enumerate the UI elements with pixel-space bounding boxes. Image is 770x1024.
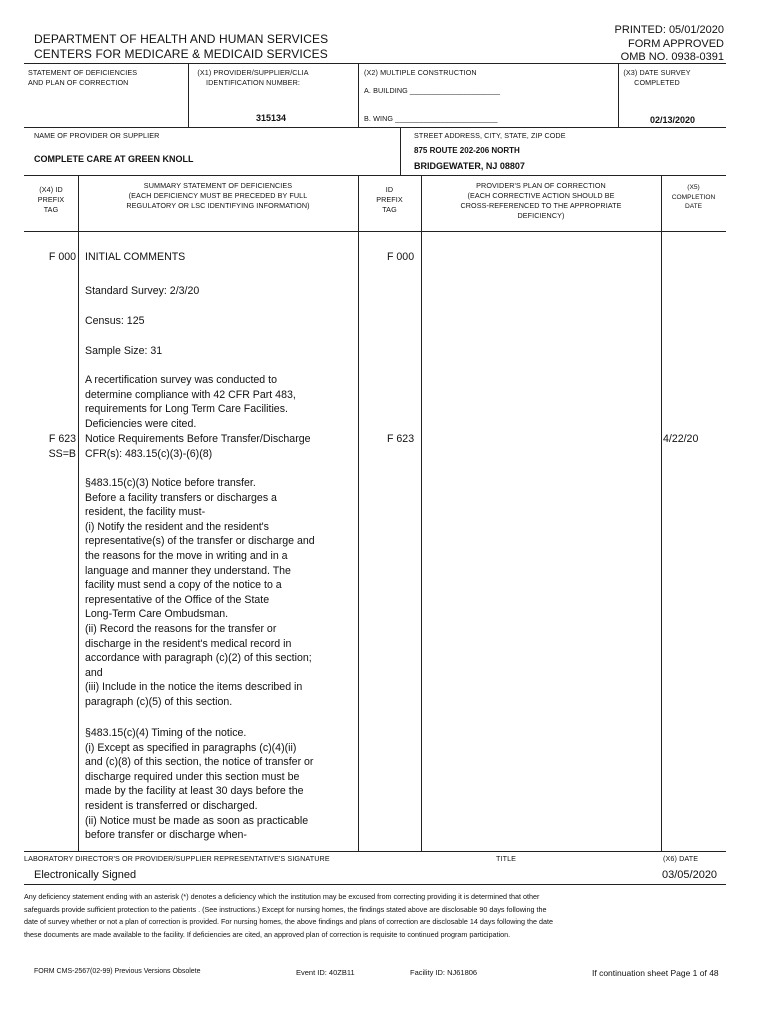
signature-value: Electronically Signed [34, 869, 137, 881]
address-line-2: BRIDGEWATER, NJ 08807 [414, 161, 525, 171]
rule-top [24, 63, 726, 64]
rule-v-x3 [618, 63, 619, 127]
signature-date: 03/05/2020 [662, 869, 718, 881]
notice-requirements-title: Notice Requirements Before Transfer/Discharge CFR(s): 483.15(c)(3)-(6)(8) [85, 433, 311, 460]
printed-date: PRINTED: 05/01/2020 [614, 24, 724, 36]
rule-body [24, 231, 726, 232]
summary-column-header: SUMMARY STATEMENT OF DEFICIENCIES (EACH DEFICIENCY MUST BE PRECEDED BY FULL REGULATORY OR LSC IDENTIFYING INFORMATION) [126, 181, 310, 210]
x3-label: (X3) DATE SURVEY COMPLETED [623, 68, 691, 87]
address-line-1: 875 ROUTE 202-206 NORTH [414, 146, 520, 155]
x4-column-header: (X4) ID PREFIX TAG [37, 185, 65, 214]
provider-id-number: 315134 [256, 113, 287, 123]
survey-completed-date: 02/13/2020 [650, 115, 696, 125]
x5-column-header: (X5) COMPLETION DATE [671, 184, 716, 210]
tag-f000: F 000 [48, 251, 76, 263]
facility-id: Facility ID: NJ61806 [410, 968, 478, 977]
form-approval-block [615, 24, 724, 65]
dept-line-2: CENTERS FOR MEDICARE & MEDICAID SERVICES [34, 47, 328, 61]
form-approved-label: FORM APPROVED [628, 37, 724, 50]
id-column-header: ID PREFIX TAG [376, 185, 403, 214]
form-number: FORM CMS-2567(02-99) Previous Versions Obsolete [34, 968, 201, 975]
rule-v-tag [78, 175, 79, 851]
x1-label: (X1) PROVIDER/SUPPLIER/CLIA IDENTIFICATION NUMBER: [197, 68, 309, 87]
standard-survey-date: Standard Survey: 2/3/20 [85, 285, 200, 297]
rule-v-address [400, 127, 401, 175]
page-indicator: If continuation sheet Page 1 of 48 [592, 968, 719, 978]
event-id: Event ID: 40ZB11 [296, 968, 355, 977]
initial-comments-heading: INITIAL COMMENTS [85, 251, 186, 263]
date-label: (X6) DATE [663, 854, 699, 863]
census-count: Census: 125 [85, 315, 145, 327]
omb-number: OMB NO. 0938-0391 [620, 51, 724, 63]
signature-label: LABORATORY DIRECTOR'S OR PROVIDER/SUPPLIER REPRESENTATIVE'S SIGNATURE [24, 854, 330, 863]
dept-line-1: DEPARTMENT OF HEALTH AND HUMAN SERVICES [34, 32, 329, 46]
tag-f623: F 623 [48, 433, 76, 445]
x2-label: (X2) MULTIPLE CONSTRUCTION [364, 68, 477, 77]
provider-name-label: NAME OF PROVIDER OR SUPPLIER [34, 131, 160, 140]
rule-columns [24, 175, 726, 176]
disclaimer-text: Any deficiency statement ending with an asterisk (*) denotes a deficiency which the institution may be excused from correcting providing it is determined that other safeguards provide sufficient protection to the patients . (See instructions.) Except for nursing homes, the findings stated above are disclosable 90 days following the date of survey whether or not a plan of correction is provided. For nursing homes, the above findings and plans of correction are disclosable 14 days following the date these documents are made available to the facility. If deficiencies are cited, an approved plan of correction is requisite to continued program participation. [24, 892, 553, 939]
rule-v-plan [661, 175, 662, 851]
plan-tag-f623: F 623 [387, 433, 415, 445]
sample-size: Sample Size: 31 [85, 345, 163, 357]
scope-severity: SS=B [48, 448, 76, 460]
rule-disclaimer [24, 884, 726, 885]
completion-date: 4/22/20 [663, 433, 699, 445]
rule-provider [24, 127, 726, 128]
regulation-c3-text: §483.15(c)(3) Notice before transfer. Before a facility transfers or discharges a resident, the facility must- (i) Notify the resident and the resident's representative(s) of the transfer or discharge and the reasons for the move in writing and in a language and manner they understand. The facility must send a copy of the notice to a representative of the Office of the State Long-Term Care Ombudsman. (ii) Record the reasons for the transfer or discharge in the resident's medical record in accordance with paragraph (c)(2) of this section; and (iii) Include in the notice the items described in paragraph (c)(5) of this section. [85, 477, 315, 708]
rule-v-summary [358, 175, 359, 851]
wing-field: B. WING _________________________ [364, 114, 498, 123]
recertification-text: A recertification survey was conducted to determine compliance with 42 CFR Part 483, requirements for Long Term Care Facilities. Deficiencies were cited. [85, 374, 296, 430]
address-label: STREET ADDRESS, CITY, STATE, ZIP CODE [414, 131, 566, 140]
building-field: A. BUILDING ______________________ [364, 86, 501, 95]
regulation-c4-text: §483.15(c)(4) Timing of the notice. (i) Except as specified in paragraphs (c)(4)(ii) and (c)(8) of this section, the notice of transfer or discharge required under this section must be made by the facility at least 30 days before the resident is transferred or discharged. (ii) Notice must be made as soon as practicable before transfer or discharge when- [85, 727, 314, 842]
plan-tag-f000: F 000 [387, 251, 415, 263]
plan-column-header: PROVIDER'S PLAN OF CORRECTION (EACH CORRECTIVE ACTION SHOULD BE CROSS-REFERENCED TO THE APPROPRIATE DEFICIENCY) [460, 181, 622, 220]
rule-signature [24, 851, 726, 852]
agency-header [34, 32, 328, 62]
provider-name: COMPLETE CARE AT GREEN KNOLL [34, 154, 194, 164]
rule-v-x2 [358, 63, 359, 127]
title-label: TITLE [496, 854, 517, 863]
rule-v-id [421, 175, 422, 851]
statement-label: STATEMENT OF DEFICIENCIES AND PLAN OF CORRECTION [28, 68, 138, 87]
